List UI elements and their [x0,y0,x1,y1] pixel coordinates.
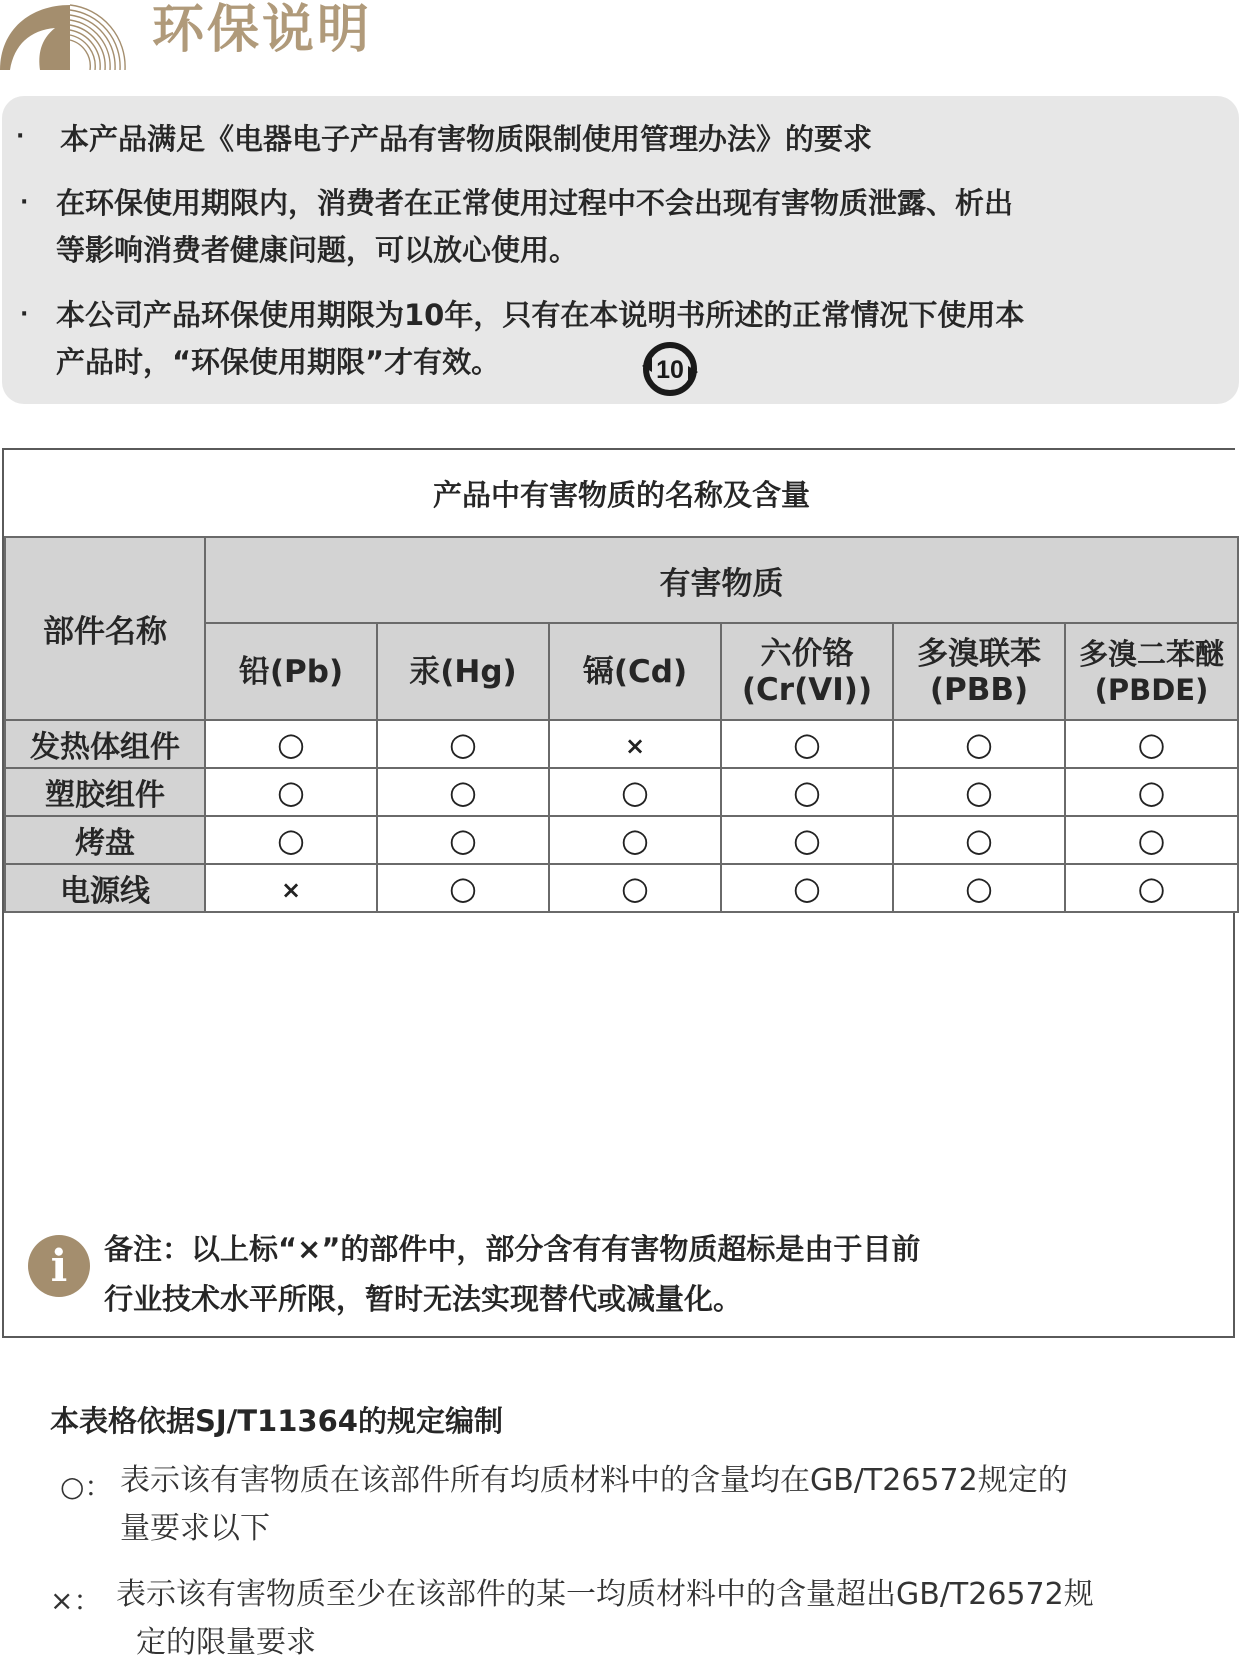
substance-cell [549,816,721,864]
hazardous-substances-table [4,450,1239,913]
bullet: · [20,190,29,215]
compliant-mark: ○ [965,773,993,811]
compliant-mark: ○ [277,773,305,811]
part-name-cell: 发热体组件 [5,720,205,768]
substance-cell [377,720,549,768]
compliant-mark: ○ [793,869,821,907]
substance-cell [377,816,549,864]
compliant-mark: ○ [965,725,993,763]
substance-cell [205,768,377,816]
intro-item-1: 本产品满足《电器电子产品有害物质限制使用管理办法》的要求 [60,122,873,156]
compliant-mark: ○ [449,869,477,907]
column-header: 多溴联苯 (PBB) [893,623,1065,720]
hazardous-substances-table-frame [2,448,1235,1660]
compliant-mark: ○ [793,821,821,859]
substance-cell [205,720,377,768]
compliant-mark: ○ [621,869,649,907]
intro-panel [2,96,1239,404]
substance-cell [377,864,549,912]
column-header: 汞(Hg) [377,623,549,720]
info-icon: i [28,1235,90,1297]
substance-cell [893,720,1065,768]
compliant-mark: ○ [1137,773,1166,811]
substance-cell [377,768,549,816]
table-row [5,768,1238,816]
substance-cell [893,768,1065,816]
part-name-cell: 塑胶组件 [5,768,205,816]
substance-cell [721,720,893,768]
table-caption: 产品中有害物质的名称及含量 [5,450,1238,537]
substance-cell [721,768,893,816]
exceeds-mark: × [280,875,302,904]
compliant-mark: ○ [449,725,477,763]
table-row [5,864,1238,912]
table-row [5,720,1238,768]
column-header: 多溴二苯醚 (PBDE) [1065,623,1238,720]
epup-10-year-icon [638,338,702,400]
x-definition: 表示该有害物质至少在该部件的某一均质材料中的含量超出GB/T26572规 定的限量要求 [116,1577,1094,1660]
o-symbol-label: ○： [60,1470,113,1503]
page-title: 环保说明 [152,0,373,60]
substance-cell [1065,864,1238,912]
substance-cell [1065,816,1238,864]
arc-logo-icon [0,0,130,70]
compliant-mark: ○ [277,821,305,859]
substance-cell [205,816,377,864]
substance-cell [893,864,1065,912]
compliant-mark: ○ [965,821,993,859]
part-name-cell: 烤盘 [5,816,205,864]
part-name-header: 部件名称 [5,537,205,720]
compliant-mark: ○ [621,821,649,859]
compliant-mark: ○ [793,773,821,811]
compliant-mark: ○ [449,773,477,811]
compliant-mark: ○ [1137,869,1166,907]
compliant-mark: ○ [621,773,649,811]
epup-number: 10 [656,356,684,384]
compliant-mark: ○ [1137,725,1166,763]
column-header: 六价铬 (Cr(VI)) [721,623,893,720]
remark: 备注：以上标“×”的部件中，部分含有有害物质超标是由于目前 行业技术水平所限，暂时无法实现替代或减量化。 [104,1232,921,1316]
substance-cell [549,768,721,816]
table-row [5,816,1238,864]
intro-item-2: 在环保使用期限内，消费者在正常使用过程中不会出现有害物质泄露、析出 等影响消费者健康问题，可以放心使用。 [56,186,1014,267]
header [0,0,1241,80]
compliant-mark: ○ [793,725,821,763]
table-basis: 本表格依据SJ/T11364的规定编制 [50,1404,503,1438]
intro-item-3: 本公司产品环保使用期限为10年，只有在本说明书所述的正常情况下使用本 产品时，“环保使用期限”才有效。 [56,298,1025,379]
exceeds-mark: × [624,731,646,760]
o-definition: 表示该有害物质在该部件所有均质材料中的含量均在GB/T26572规定的 量要求以下 [120,1463,1068,1546]
compliant-mark: ○ [449,821,477,859]
substance-cell [549,864,721,912]
substance-cell [549,720,721,768]
substance-cell [721,816,893,864]
part-name-cell: 电源线 [5,864,205,912]
substance-cell [721,864,893,912]
bullet: · [20,302,29,327]
substances-group-header: 有害物质 [205,537,1238,623]
compliant-mark: ○ [965,869,993,907]
substance-cell [205,864,377,912]
column-header: 镉(Cd) [549,623,721,720]
column-header: 铅(Pb) [205,623,377,720]
compliant-mark: ○ [1137,821,1166,859]
substance-cell [893,816,1065,864]
x-symbol-label: ×： [50,1584,102,1617]
bullet: · [16,124,25,149]
substance-cell [1065,768,1238,816]
compliant-mark: ○ [277,725,305,763]
substance-cell [1065,720,1238,768]
